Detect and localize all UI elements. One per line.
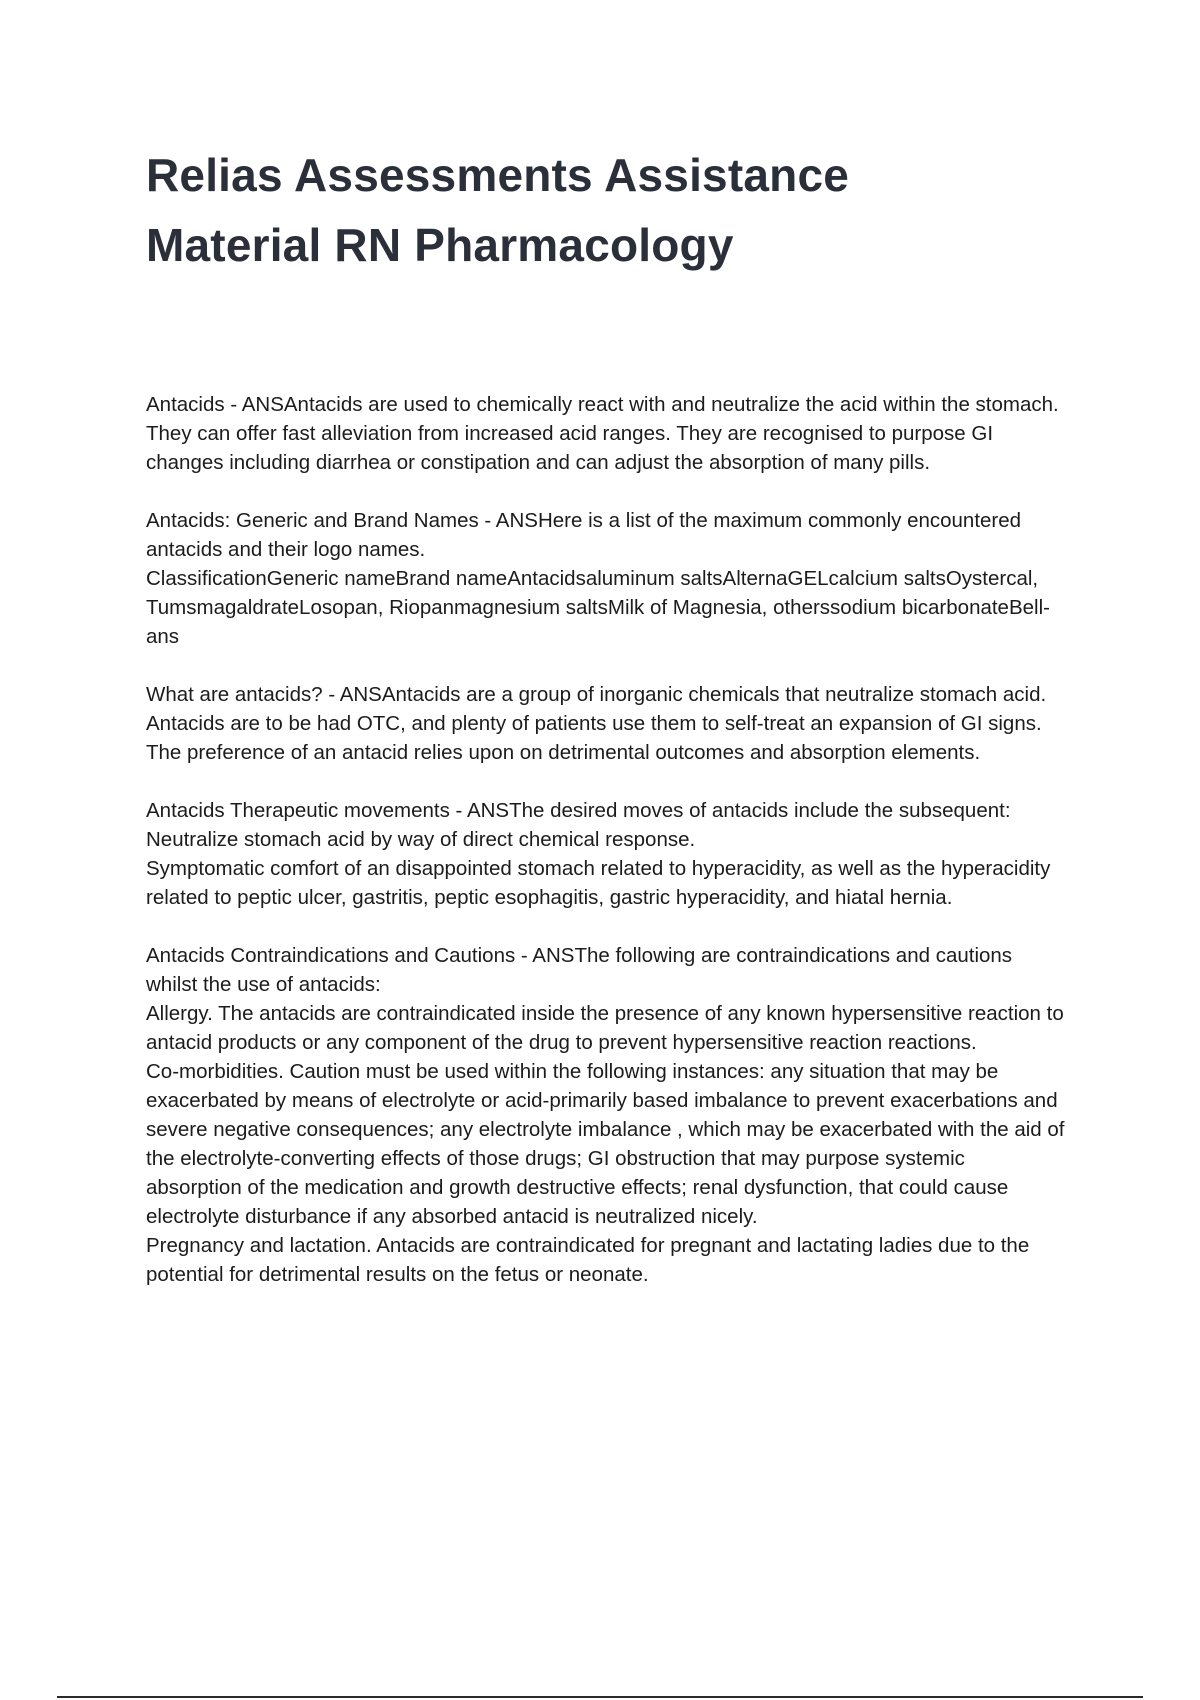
paragraph: Co-morbidities. Caution must be used within the following instances: any situation that may be exacerbated by means of electrolyte or acid-primarily based imbalance to prevent exacerbations and severe negative consequences; any electrolyte imbalance , which may be exacerbated with the aid of the electrolyte-converting effects of those drugs; GI obstruction that may purpose systemic absorption of the medication and growth destructive effects; renal dysfunction, that could cause electrolyte disturbance if any absorbed antacid is neutralized nicely. <box>146 1060 1065 1228</box>
paragraph: ClassificationGeneric nameBrand nameAntacidsaluminum saltsAlternaGELcalcium saltsOystercal, TumsmagaldrateLosopan, Riopanmagnesium saltsMilk of Magnesia, otherssodium bicarbonateBell-ans <box>146 567 1050 648</box>
paragraph: The preference of an antacid relies upon on detrimental outcomes and absorption elements. <box>146 741 981 764</box>
title-line-1: Relias Assessments Assistance <box>146 149 850 201</box>
section-contraindications-cautions <box>146 941 1066 1289</box>
section-antacids <box>146 390 1066 477</box>
title-line-2: Material RN Pharmacology <box>146 219 734 271</box>
section-what-are-antacids <box>146 680 1066 767</box>
paragraph: Antacids: Generic and Brand Names - ANSHere is a list of the maximum commonly encountered antacids and their logo names. <box>146 509 1022 561</box>
section-generic-brand-names <box>146 506 1066 651</box>
paragraph: Antacids Therapeutic movements - ANSThe desired moves of antacids include the subsequent: <box>146 799 1011 822</box>
paragraph: Antacids Contraindications and Cautions - ANSThe following are contraindications and cautions whilst the use of antacids: <box>146 944 1013 996</box>
paragraph: Neutralize stomach acid by way of direct chemical response. <box>146 828 696 851</box>
document-title <box>146 140 1066 280</box>
paragraph: Antacids - ANSAntacids are used to chemically react with and neutralize the acid within the stomach. They can offer fast alleviation from increased acid ranges. They are recognised to purpose GI changes including diarrhea or constipation and can adjust the absorption of many pills. <box>146 393 1059 474</box>
document-body <box>146 390 1066 1289</box>
paragraph: Pregnancy and lactation. Antacids are contraindicated for pregnant and lactating ladies due to the potential for detrimental results on the fetus or neonate. <box>146 1234 1030 1286</box>
paragraph: Antacids are to be had OTC, and plenty of patients use them to self-treat an expansion of GI signs. <box>146 712 1042 735</box>
page-bottom-rule <box>57 1696 1143 1698</box>
paragraph: Allergy. The antacids are contraindicated inside the presence of any known hypersensitive reaction to antacid products or any component of the drug to prevent hypersensitive reaction reactions. <box>146 1002 1064 1054</box>
paragraph: What are antacids? - ANSAntacids are a group of inorganic chemicals that neutralize stomach acid. <box>146 683 1047 706</box>
document-page <box>146 140 1066 1318</box>
paragraph: Symptomatic comfort of an disappointed stomach related to hyperacidity, as well as the hyperacidity related to peptic ulcer, gastritis, peptic esophagitis, gastric hyperacidity, and hiatal hernia. <box>146 857 1051 909</box>
section-therapeutic-movements <box>146 796 1066 912</box>
